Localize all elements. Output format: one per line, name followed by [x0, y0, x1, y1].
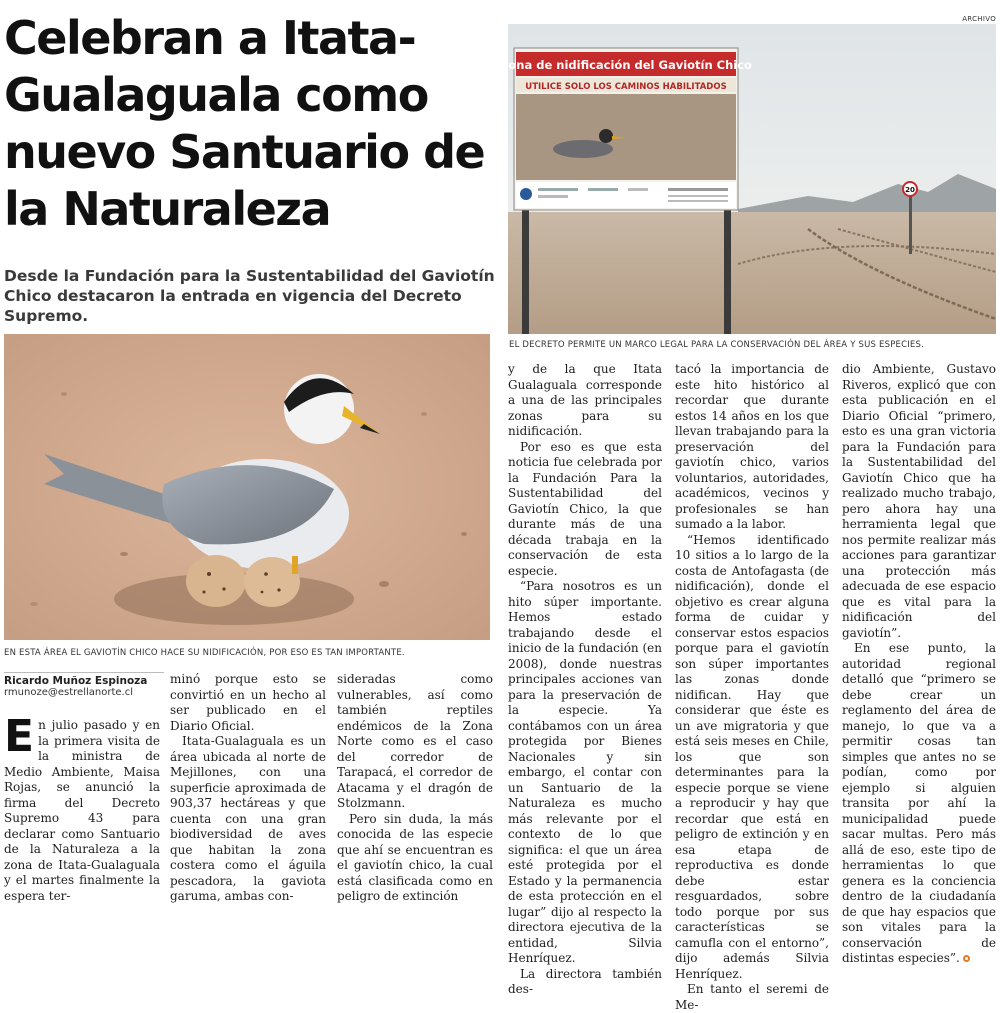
paragraph-text: En ese punto, la autoridad regional detalló que “primero se debe crear un reglamento del área de manejo, lo que va a permitir cosas tan simples que antes no se podían, como por ejemplo si alguien transita por ahí la municipalidad puede sacar multas. Pero más allá de eso, este tipo de herramientas lo que genera es la conciencia dentro de la ciudadanía de que hay espacios que son vitales para la conservación de distintas especies”. [842, 641, 996, 965]
sign-photo-caption: EL DECRETO PERMITE UN MARCO LEGAL PARA LA CONSERVACIÓN DEL ÁREA Y SUS ESPECIES. [509, 340, 924, 350]
body-column-6 [842, 362, 996, 965]
sign-title-text: Zona de nidificación del Gaviotín Chico [500, 58, 752, 72]
body-paragraph: “Hemos identificado 10 sitios a lo largo de la costa de Antofagasta (de nidificación), donde el objetivo es crear alguna forma de cuidar y conservar estos espacios porque para el gaviotín son súper importantes las zonas donde nidifican. Hay que considerar que éste es un ave migratoria y que está seis meses en Chile, los que son determinantes para la especie porque se viene a reproducir y hay que recordar que está en peligro de extinción y en esa etapa de reproductiva es donde debe estar resguardados, sobre todo porque por sus características se camufla con el entorno”, dijo además Silvia Henríquez. [675, 532, 829, 981]
body-column-5 [675, 362, 829, 1012]
body-paragraph [4, 711, 160, 904]
body-paragraph: y de la que Itata Gualaguala corresponde a una de las principales zonas para su nidificación. [508, 362, 662, 438]
body-paragraph: La directora también des- [508, 966, 662, 996]
body-column-4 [508, 362, 662, 996]
author-name: Ricardo Muñoz Espinoza [4, 675, 148, 687]
sign-photo [500, 24, 996, 334]
headline: Celebran a Itata-Gualaguala como nuevo Santuario de la Naturaleza [4, 11, 485, 236]
body-column-1 [4, 711, 160, 903]
bird-photo-caption: EN ESTA ÁREA EL GAVIOTÍN CHICO HACE SU NIDIFICACIÓN, POR ESO ES TAN IMPORTANTE. [4, 648, 405, 658]
body-paragraph: Por eso es que esta noticia fue celebrada por la Fundación Para la Sustentabilidad del Gaviotín Chico, la que durante más de una década trabaja en la conservación de esta especie. [508, 439, 662, 578]
body-column-3 [337, 672, 493, 903]
paragraph-text: n julio pasado y en la primera visita de la ministra de Medio Ambiente, Maisa Rojas, se anunció la firma del Decreto Supremo 43 para declarar como Santuario de la Naturaleza a la zona de Itata-Gualaguala y el martes finalmente la espera ter- [4, 718, 160, 903]
subheadline: Desde la Fundación para la Sustentabilidad del Gaviotín Chico destacaron la entrada en vigencia del Decreto Supremo. [4, 267, 495, 325]
author-email[interactable]: rmunoze@estrellanorte.cl [4, 687, 133, 698]
body-column-2 [170, 672, 326, 903]
byline [4, 672, 164, 698]
end-mark-icon [963, 955, 970, 962]
body-paragraph: sideradas como vulnerables, así como también reptiles endémicos de la Zona Norte como es el caso del corredor de Tarapacá, el corredor de Atacama y el dragón de Stolzmann. [337, 672, 493, 810]
archive-label: ARCHIVO [962, 15, 996, 23]
body-paragraph: “Para nosotros es un hito súper importante. Hemos estado trabajando desde el inicio de la fundación (en 2008), donde nuestras principales acciones van para la preservación de la especie. Ya contábamos con un área protegida por Bienes Nacionales y sin embargo, el contar con un Santuario de la Naturaleza es mucho más relevante por el contexto de lo que significa: el que un área esté protegida por el Estado y la permanencia de esta protección en el lugar” dijo al respecto la directora ejecutiva de la entidad, Silvia Henríquez. [508, 579, 662, 965]
body-paragraph: dio Ambiente, Gustavo Riveros, explicó que con esta publicación en el Diario Oficial “primero, esto es una gran victoria para la Fundación para la Sustentabilidad del Gaviotín Chico que ha realizado mucho trabajo, pero ahora hay una herramienta legal que nos permite realizar más acciones para garantizar una protección más adecuada de ese espacio que es vital para la nidificación del gaviotín”. [842, 362, 996, 640]
sign-subtitle-text: UTILICE SOLO LOS CAMINOS HABILITADOS [525, 82, 727, 92]
body-paragraph: Pero sin duda, la más conocida de las especie que ahí se encuentran es el gaviotín chico, la cual está clasificada como en peligro de extinción [337, 811, 493, 903]
bird-photo [4, 334, 490, 640]
body-paragraph: minó porque esto se convirtió en un hecho al ser publicado en el Diario Oficial. [170, 672, 326, 733]
body-paragraph: tacó la importancia de este hito histórico al recordar que durante estos 14 años en los que llevan trabajando para la preservación del gaviotín chico, varios voluntarios, autoridades, académicos, vecinos y profesionales se han sumado a la labor. [675, 362, 829, 531]
body-paragraph: Itata-Gualaguala es un área ubicada al norte de Mejillones, con una superficie aproximada de 903,37 hectáreas y que cuenta con una gran biodiversidad de aves que habitan la zona costera como el águila pescadora, la gaviota garuma, ambas con- [170, 734, 326, 903]
body-paragraph [842, 641, 996, 967]
body-paragraph: En tanto el seremi de Me- [675, 982, 829, 1012]
speed-limit-text: 20 [905, 186, 915, 194]
drop-cap: E [4, 711, 35, 762]
